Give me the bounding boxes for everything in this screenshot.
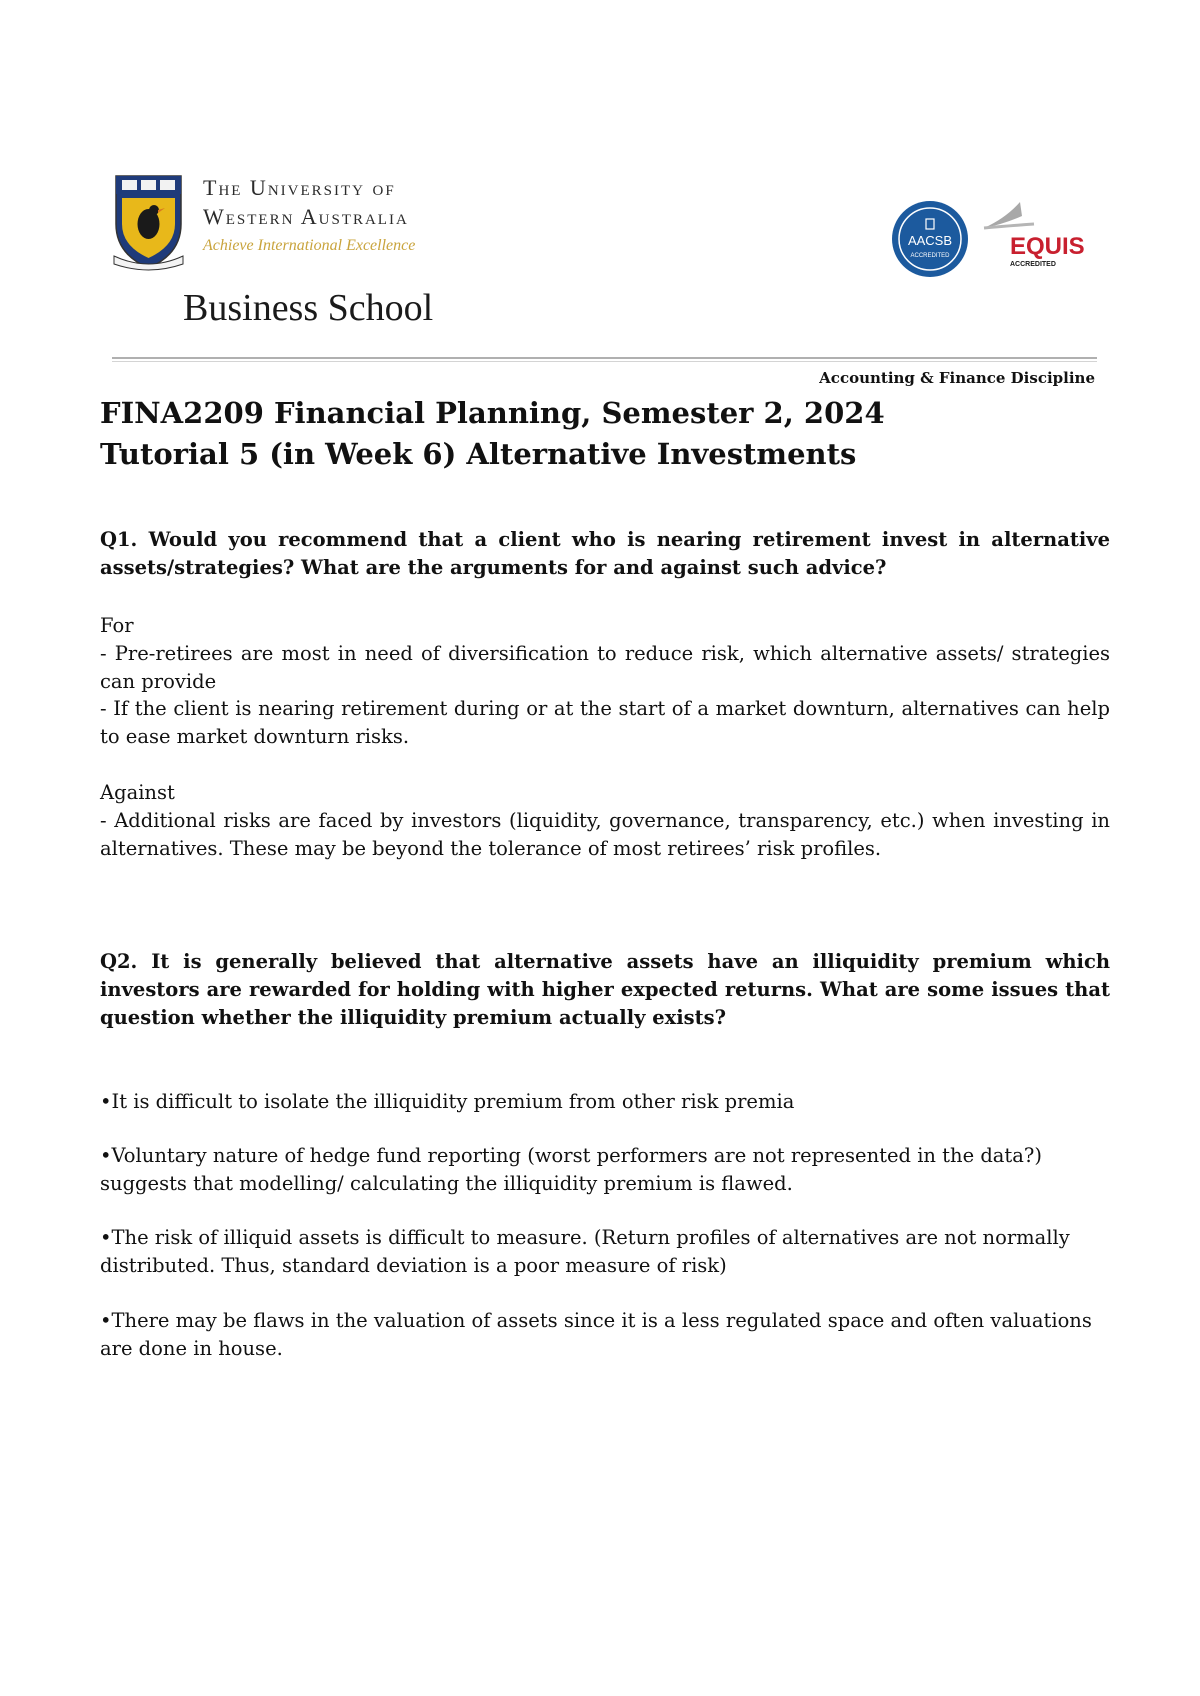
q2-point: •It is difficult to isolate the illiquidity premium from other risk premia bbox=[100, 1090, 795, 1113]
university-wordmark bbox=[203, 173, 415, 255]
svg-text:AACSB: AACSB bbox=[907, 233, 953, 248]
school-name: Business School bbox=[183, 287, 434, 329]
uwa-crest-logo bbox=[112, 172, 185, 272]
university-tagline: Achieve International Excellence bbox=[203, 237, 416, 254]
svg-text:EQUIS: EQUIS bbox=[1010, 233, 1085, 260]
q1-for-point: - If the client is nearing retirement during or at the start of a market downturn, alternatives can help to ease market downturn risks. bbox=[100, 697, 1110, 748]
title-line1: FINA2209 Financial Planning, Semester 2, 2024 bbox=[100, 396, 885, 430]
document-title bbox=[100, 393, 885, 475]
university-name-line2: Western Australia bbox=[203, 204, 409, 229]
discipline-label: Accounting & Finance Discipline bbox=[819, 369, 1095, 387]
q1-against-heading: Against bbox=[100, 781, 175, 804]
q1-against-point: - Additional risks are faced by investors (liquidity, governance, transparency, etc.) when investing in alternatives. These may be beyond the tolerance of most retirees’ risk profiles. bbox=[100, 809, 1110, 860]
header-divider bbox=[112, 357, 1097, 362]
q1-for-heading: For bbox=[100, 614, 134, 637]
university-name-line1: The University of bbox=[203, 175, 396, 200]
svg-text:ACCREDITED: ACCREDITED bbox=[1010, 261, 1056, 268]
svg-text:ACCREDITED: ACCREDITED bbox=[910, 253, 950, 259]
aacsb-badge-logo bbox=[890, 199, 970, 279]
q2-point: •Voluntary nature of hedge fund reporting (worst performers are not represented in the data?) suggests that modelling/ calculating the illiquidity premium is flawed. bbox=[100, 1144, 1042, 1195]
q2-question: Q2. It is generally believed that alternative assets have an illiquidity premium which investors are rewarded for holding with higher expected returns. What are some issues that question whether the illiquidity premium actually exists? bbox=[100, 950, 1110, 1029]
q2-point: •There may be flaws in the valuation of assets since it is a less regulated space and often valuations are done in house. bbox=[100, 1309, 1092, 1360]
q1-for-point: - Pre-retirees are most in need of diversification to reduce risk, which alternative assets/ strategies can provide bbox=[100, 642, 1110, 693]
title-line2: Tutorial 5 (in Week 6) Alternative Investments bbox=[100, 437, 857, 471]
q1-question: Q1. Would you recommend that a client who is nearing retirement invest in alternative assets/strategies? What are the arguments for and against such advice? bbox=[100, 528, 1110, 579]
q2-point: •The risk of illiquid assets is difficult to measure. (Return profiles of alternatives are not normally distributed. Thus, standard deviation is a poor measure of risk) bbox=[100, 1226, 1070, 1277]
equis-accreditation-logo bbox=[976, 196, 1086, 276]
